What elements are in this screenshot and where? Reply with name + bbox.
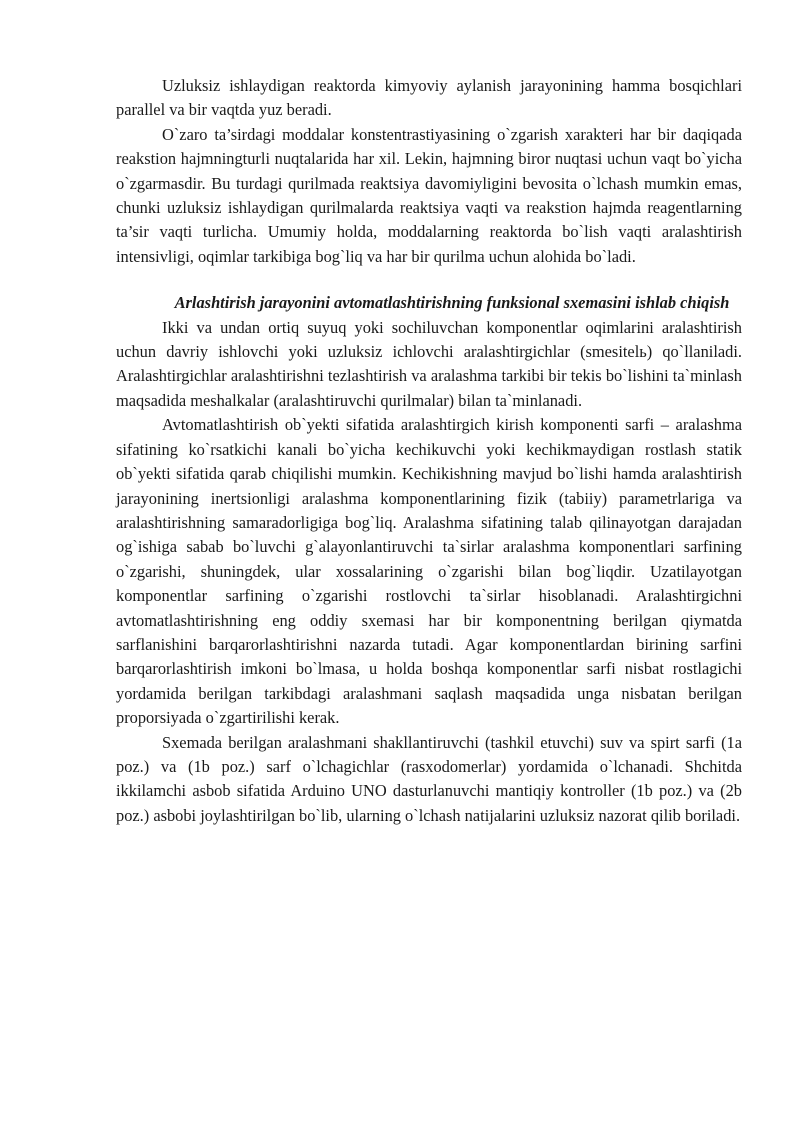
paragraph-scheme-description: Sxemada berilgan aralashmani shakllantiruvchi (tashkil etuvchi) suv va spirt sarfi (1a poz.) va (1b poz.) sarf o`lchagichlar (rasxodomerlar) yordamida o`lchanadi. Shchitda ikkilamchi asbob sifatida Arduino UNO dasturlanuvchi mantiqiy kontroller (1b poz.) va (2b poz.) asbobi joylashtirilgan bo`lib, ularning o`lchash natijalarini uzluksiz nazorat qilib boriladi. — [116, 732, 742, 825]
paragraph-mixers: Ikki va undan ortiq suyuq yoki sochiluvchan komponentlar oqimlarini aralashtirish uchun davriy ishlovchi yoki uzluksiz ichlovchi aralashtirgichlar (smesitelь) qo`llaniladi. Aralashtirgichlar aralashtirishni tezlashtirish va aralashma tarkibi bir tekis bo`lishini ta`minlash maqsadida meshalkalar (aralashtiruvchi qurilmalar) bilan ta`minlanadi. — [116, 317, 742, 410]
paragraph-automation-object: Avtomatlashtirish ob`yekti sifatida aralashtirgich kirish komponenti sarfi – aralashma sifatining ko`rsatkichi kanali bo`yicha kechikuvchi yoki kechikmaydigan rostlash statik ob`yekti sifatida qarab chiqilishi mumkin. Kechikishning mavjud bo`lishi hamda aralashtirish jarayonining inertsionligi aralashma komponentlarining fizik (tabiiy) parametrlariga va aralashtirishning samaradorligiga bog`liq. Aralashma sifatining talab qilinayotgan darajadan og`ishiga sabab bo`luvchi g`alayonlantiruvchi ta`sirlar aralashma komponentlari sarfining o`zgarishi, shuningdek, ular xossalarining o`zgarishi bilan bog`liqdir. Uzatilayotgan komponentlar sarfining o`zgarishi rostlovchi ta`sirlar hisoblanadi. Aralashtirgichni avtomatlashtirishning eng oddiy sxemasi har bir komponentning berilgan qiymatda sarflanishini barqarorlashtirishni nazarda tutadi. Agar komponentlardan birining sarfini barqarorlashtirish imkoni bo`lmasa, u holda boshqa komponentlar sarfi nisbat rostlagichi yordamida berilgan tarkibdagi aralashmani saqlash maqsadida unga nisbatan berilgan proporsiyada o`zgartirilishi kerak. — [116, 415, 742, 728]
paragraph-continuous-reactor: Uzluksiz ishlaydigan reaktorda kimyoviy aylanish jarayonining hamma bosqichlari parallel va bir vaqtda yuz beradi. — [116, 76, 742, 120]
document-page — [116, 74, 742, 828]
section-heading: Arlashtirish jarayonini avtomatlashtirishning funksional sxemasini ishlab chiqish — [174, 293, 730, 313]
paragraph-concentration-change: O`zaro ta’sirdagi moddalar konstentrastiyasining o`zgarish xarakteri har bir daqiqada reakstion hajmningturli nuqtalarida har xil. Lekin, hajmning biror nuqtasi uchun vaqt bo`yicha o`zgarmasdir. Bu turdagi qurilmada reaktsiya davomiyligini bevosita o`lchash mumkin emas, chunki uzluksiz ishlaydigan qurilmalarda reaktsiya vaqti va reakstion hajmda reagentlarning ta’sir vaqti turlicha. Umumiy holda, moddalarning reaktorda bo`lish vaqti aralashtirish intensivligi, oqimlar tarkibiga bog`liq va har bir qurilma uchun alohida bo`ladi. — [116, 124, 742, 266]
